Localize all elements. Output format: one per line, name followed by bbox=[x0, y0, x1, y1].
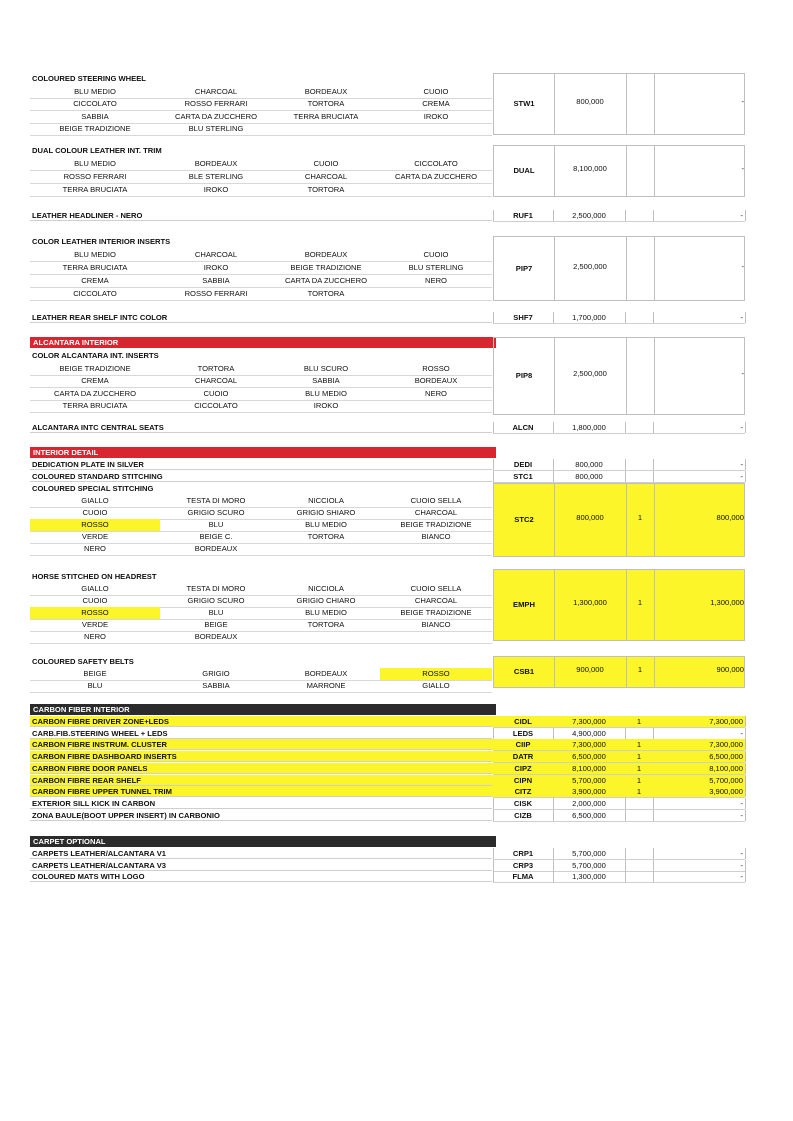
carbon-leds-qty bbox=[625, 728, 653, 739]
column-divider bbox=[626, 146, 627, 196]
ruf1-code: RUF1 bbox=[513, 211, 533, 220]
pip7-price-box bbox=[493, 236, 745, 301]
carbon-cipz-code: CIPZ bbox=[493, 763, 553, 774]
stc2-option: GRIGIO SHIARO bbox=[272, 507, 380, 520]
pip7-option: BEIGE TRADIZIONE bbox=[272, 262, 380, 275]
emph-option: GIALLO bbox=[30, 583, 160, 596]
emph-qty: 1 bbox=[637, 598, 643, 607]
pip7-price: 2,500,000 bbox=[573, 261, 607, 271]
carbon-ciip-name: CARBON FIBRE INSTRUM. CLUSTER bbox=[30, 739, 492, 750]
emph-total: 1,300,000 bbox=[710, 598, 744, 607]
carbon-ciip-row bbox=[30, 739, 745, 750]
column-divider bbox=[745, 786, 746, 797]
carpet-crp3-code: CRP3 bbox=[512, 860, 534, 870]
emph-option: VERDE bbox=[30, 619, 160, 632]
alcn-code: ALCN bbox=[512, 423, 534, 432]
pip8-option: TERRA BRUCIATA bbox=[30, 400, 160, 413]
csb-code: CSB1 bbox=[513, 667, 535, 676]
stw-option: CREMA bbox=[380, 98, 492, 111]
emph-option: TORTORA bbox=[272, 619, 380, 632]
csb-option: BEIGE bbox=[30, 668, 160, 681]
stc2-option: ROSSO bbox=[30, 519, 160, 532]
stw-title: COLOURED STEERING WHEEL bbox=[32, 74, 146, 83]
carbon-cizb-price: 6,500,000 bbox=[572, 810, 606, 820]
carpet-crp1-qty bbox=[625, 848, 653, 859]
carbon-cidl-name: CARBON FIBRE DRIVER ZONE+LEDS bbox=[30, 716, 492, 727]
csb-option: BORDEAUX bbox=[272, 668, 380, 681]
alcn-cells bbox=[493, 422, 745, 434]
column-divider bbox=[745, 775, 746, 786]
stc2-option: BLU bbox=[160, 519, 272, 532]
emph-option: TESTA DI MORO bbox=[160, 583, 272, 596]
column-divider bbox=[626, 338, 627, 414]
carbon-datr-row bbox=[30, 751, 745, 762]
dual-option: TERRA BRUCIATA bbox=[30, 184, 160, 197]
carpet-crp3-name: CARPETS LEATHER/ALCANTARA V3 bbox=[30, 860, 492, 871]
carbon-datr-code: DATR bbox=[493, 751, 553, 762]
stc2-option: NICCIOLA bbox=[272, 495, 380, 508]
carpet-flma-name: COLOURED MATS WITH LOGO bbox=[30, 871, 492, 882]
stw-code: STW1 bbox=[513, 99, 535, 108]
pip7-option: CUOIO bbox=[380, 249, 492, 262]
carbon-cizb-code: CIZB bbox=[514, 810, 532, 820]
carpet-flma-row bbox=[30, 871, 745, 882]
pip7-total: - bbox=[741, 261, 744, 271]
carpet-crp1-cells bbox=[493, 848, 745, 860]
carbon-citz-name: CARBON FIBRE UPPER TUNNEL TRIM bbox=[30, 786, 492, 797]
dedi-name: DEDICATION PLATE IN SILVER bbox=[30, 459, 492, 470]
carpet-flma-total: - bbox=[740, 872, 743, 882]
carbon-leds-code: LEDS bbox=[512, 728, 534, 738]
csb-price: 900,000 bbox=[576, 665, 604, 674]
csb-option: SABBIA bbox=[160, 680, 272, 693]
carbon-cisk-total: - bbox=[740, 798, 743, 808]
pip7-option: TORTORA bbox=[272, 288, 380, 301]
dual-price: 8,100,000 bbox=[573, 164, 607, 173]
pip7-option: CREMA bbox=[30, 275, 160, 288]
carpet-crp3-cells bbox=[493, 860, 745, 872]
emph-option: BLU bbox=[160, 607, 272, 620]
dedi-qty bbox=[625, 459, 653, 470]
column-divider bbox=[745, 798, 746, 809]
dual-option: BLE STERLING bbox=[160, 171, 272, 184]
carpet-crp3-qty bbox=[625, 860, 653, 871]
stc2-option: CUOIO bbox=[30, 507, 160, 520]
ruf1-row bbox=[30, 210, 745, 221]
carbon-ciip-code: CIIP bbox=[493, 739, 553, 750]
stw-total: - bbox=[741, 97, 744, 106]
csb-option: MARRONE bbox=[272, 680, 380, 693]
pip8-code: PIP8 bbox=[515, 371, 533, 380]
stc2-option: TESTA DI MORO bbox=[160, 495, 272, 508]
carbon-cipn-code: CIPN bbox=[493, 775, 553, 786]
alcn-price: 1,800,000 bbox=[572, 423, 606, 432]
carbon-leds-price: 4,900,000 bbox=[572, 728, 606, 738]
stc2-option: NERO bbox=[30, 543, 160, 556]
dual-total: - bbox=[741, 164, 744, 173]
carbon-cipn-price: 5,700,000 bbox=[553, 775, 625, 786]
dual-option: CHARCOAL bbox=[272, 171, 380, 184]
stw-option: IROKO bbox=[380, 111, 492, 124]
dual-option: CICCOLATO bbox=[380, 158, 492, 171]
carpet-flma-price: 1,300,000 bbox=[572, 872, 606, 882]
emph-option bbox=[272, 631, 380, 644]
pip7-option: CARTA DA ZUCCHERO bbox=[272, 275, 380, 288]
pip8-option: BEIGE TRADIZIONE bbox=[30, 363, 160, 376]
pip8-option: BLU MEDIO bbox=[272, 388, 380, 401]
stc2-option: GRIGIO SCURO bbox=[160, 507, 272, 520]
stw-option: CARTA DA ZUCCHERO bbox=[160, 111, 272, 124]
pip7-code: PIP7 bbox=[515, 263, 533, 273]
column-divider bbox=[745, 471, 746, 482]
alcn-qty bbox=[625, 422, 653, 433]
column-divider bbox=[745, 422, 746, 433]
carbon-datr-total: 6,500,000 bbox=[653, 751, 745, 762]
carbon-cipn-name: CARBON FIBRE REAR SHELF bbox=[30, 775, 492, 786]
dual-title: DUAL COLOUR LEATHER INT. TRIM bbox=[32, 146, 162, 155]
stc2-option: BEIGE TRADIZIONE bbox=[380, 519, 492, 532]
pip8-price-box bbox=[493, 337, 745, 415]
dedi-price: 800,000 bbox=[575, 460, 603, 469]
emph-price: 1,300,000 bbox=[573, 598, 607, 607]
carbon-ciip-price: 7,300,000 bbox=[553, 739, 625, 750]
carbon-cidl-total: 7,300,000 bbox=[653, 716, 745, 727]
carbon-ciip-cells bbox=[493, 739, 745, 751]
pip8-option: BLU SCURO bbox=[272, 363, 380, 376]
dual-option: TORTORA bbox=[272, 184, 380, 197]
shf7-cells bbox=[493, 312, 745, 324]
stc1-price: 800,000 bbox=[575, 472, 603, 481]
shf7-price: 1,700,000 bbox=[572, 313, 606, 322]
column-divider bbox=[745, 763, 746, 774]
emph-option: GRIGIO SCURO bbox=[160, 595, 272, 608]
stc2-option: GIALLO bbox=[30, 495, 160, 508]
pip7-option: CICCOLATO bbox=[30, 288, 160, 301]
ruf1-cells bbox=[493, 210, 745, 222]
pip7-option bbox=[380, 288, 492, 301]
stw-option: CUOIO bbox=[380, 86, 492, 99]
stc1-row bbox=[30, 471, 745, 482]
shf7-row bbox=[30, 312, 745, 323]
stc2-option: BEIGE C. bbox=[160, 531, 272, 544]
pip8-total: - bbox=[741, 369, 744, 378]
carbon-cidl-row bbox=[30, 716, 745, 727]
stw-option: BLU MEDIO bbox=[30, 86, 160, 99]
emph-option: NICCIOLA bbox=[272, 583, 380, 596]
stc2-option: BORDEAUX bbox=[160, 543, 272, 556]
carbon-cisk-qty bbox=[625, 798, 653, 809]
carbon-cipz-name: CARBON FIBRE DOOR PANELS bbox=[30, 763, 492, 774]
carbon-cizb-total: - bbox=[740, 810, 743, 820]
carpet-crp3-row bbox=[30, 860, 745, 871]
emph-option: BIANCO bbox=[380, 619, 492, 632]
dual-option: BORDEAUX bbox=[160, 158, 272, 171]
carbon-cipz-row bbox=[30, 763, 745, 774]
pip7-option: IROKO bbox=[160, 262, 272, 275]
csb-option: GRIGIO bbox=[160, 668, 272, 681]
pip8-option: CARTA DA ZUCCHERO bbox=[30, 388, 160, 401]
pip8-price: 2,500,000 bbox=[573, 369, 607, 378]
stc1-name: COLOURED STANDARD STITCHING bbox=[30, 471, 492, 482]
carbon-datr-cells bbox=[493, 751, 745, 763]
dual-code: DUAL bbox=[513, 166, 535, 175]
stw-option: CHARCOAL bbox=[160, 86, 272, 99]
carbon-citz-total: 3,900,000 bbox=[653, 786, 745, 797]
stw-option: BORDEAUX bbox=[272, 86, 380, 99]
stc1-code: STC1 bbox=[513, 472, 533, 481]
pip8-title: COLOR ALCANTARA INT. INSERTS bbox=[32, 351, 159, 360]
stc1-cells bbox=[493, 471, 745, 483]
carbon-leds-cells bbox=[493, 728, 745, 740]
pip8-option bbox=[380, 400, 492, 413]
stw-option: CICCOLATO bbox=[30, 98, 160, 111]
dual-price-box bbox=[493, 145, 745, 197]
carbon-cisk-cells bbox=[493, 798, 745, 810]
carpet-crp1-price: 5,700,000 bbox=[572, 849, 606, 858]
stc2-qty: 1 bbox=[637, 513, 643, 522]
carbon-ciip-qty: 1 bbox=[625, 739, 653, 750]
carpet-flma-cells bbox=[493, 871, 745, 883]
column-divider bbox=[745, 210, 746, 221]
emph-option: CUOIO bbox=[30, 595, 160, 608]
carbon-datr-name: CARBON FIBRE DASHBOARD INSERTS bbox=[30, 751, 492, 762]
csb-title: COLOURED SAFETY BELTS bbox=[32, 657, 134, 666]
emph-option: CUOIO SELLA bbox=[380, 583, 492, 596]
pip8-option: NERO bbox=[380, 388, 492, 401]
emph-option: BEIGE TRADIZIONE bbox=[380, 607, 492, 620]
carbon-cidl-cells bbox=[493, 716, 745, 728]
carbon-cizb-name: ZONA BAULE(BOOT UPPER INSERT) IN CARBONIO bbox=[30, 810, 492, 821]
emph-option: GRIGIO CHIARO bbox=[272, 595, 380, 608]
stc2-code: STC2 bbox=[514, 515, 534, 524]
dual-option: CARTA DA ZUCCHERO bbox=[380, 171, 492, 184]
carbon-citz-code: CITZ bbox=[493, 786, 553, 797]
alcantara-interior-header: ALCANTARA INTERIOR bbox=[30, 337, 496, 348]
carbon-leds-total: - bbox=[740, 728, 743, 738]
stc2-title: COLOURED SPECIAL STITCHING bbox=[32, 484, 154, 493]
pip8-option: BORDEAUX bbox=[380, 375, 492, 388]
carbon-cisk-row bbox=[30, 798, 745, 809]
stc1-qty bbox=[625, 471, 653, 482]
carpet-crp1-row bbox=[30, 848, 745, 859]
emph-price-box bbox=[493, 569, 745, 641]
pip7-option: BLU STERLING bbox=[380, 262, 492, 275]
carpet-crp1-total: - bbox=[740, 849, 743, 858]
carpet-crp1-name: CARPETS LEATHER/ALCANTARA V1 bbox=[30, 848, 492, 859]
carbon-citz-cells bbox=[493, 786, 745, 798]
carbon-cidl-qty: 1 bbox=[625, 716, 653, 727]
carbon-cipn-row bbox=[30, 775, 745, 786]
carbon-cisk-price: 2,000,000 bbox=[572, 798, 606, 808]
column-divider bbox=[745, 728, 746, 739]
pip8-option: TORTORA bbox=[160, 363, 272, 376]
carbon-cipz-qty: 1 bbox=[625, 763, 653, 774]
emph-title: HORSE STITCHED ON HEADREST bbox=[32, 572, 157, 581]
pip8-option: IROKO bbox=[272, 400, 380, 413]
emph-option bbox=[380, 631, 492, 644]
emph-option: BEIGE bbox=[160, 619, 272, 632]
emph-option: BLU MEDIO bbox=[272, 607, 380, 620]
stc2-option: CHARCOAL bbox=[380, 507, 492, 520]
emph-option: ROSSO bbox=[30, 607, 160, 620]
column-divider bbox=[745, 810, 746, 821]
carbon-cipn-cells bbox=[493, 775, 745, 787]
dedi-cells bbox=[493, 459, 745, 471]
csb-qty: 1 bbox=[637, 665, 643, 674]
csb-option: BLU bbox=[30, 680, 160, 693]
dual-option: IROKO bbox=[160, 184, 272, 197]
emph-option: NERO bbox=[30, 631, 160, 644]
carbon-cipn-qty: 1 bbox=[625, 775, 653, 786]
dedi-code: DEDI bbox=[513, 460, 533, 469]
stc2-option: TORTORA bbox=[272, 531, 380, 544]
alcn-name: ALCANTARA INTC CENTRAL SEATS bbox=[30, 422, 492, 433]
ruf1-name: LEATHER HEADLINER - NERO bbox=[30, 210, 492, 221]
column-divider bbox=[745, 871, 746, 882]
carbon-cisk-name: EXTERIOR SILL KICK IN CARBON bbox=[30, 798, 492, 809]
stw-price: 800,000 bbox=[576, 97, 604, 106]
csb-option: ROSSO bbox=[380, 668, 492, 681]
column-divider bbox=[626, 237, 627, 300]
emph-option: CHARCOAL bbox=[380, 595, 492, 608]
dual-option bbox=[380, 184, 492, 197]
dual-option: ROSSO FERRARI bbox=[30, 171, 160, 184]
alcn-total: - bbox=[740, 423, 743, 432]
stc2-option: BIANCO bbox=[380, 531, 492, 544]
pip7-option: TERRA BRUCIATA bbox=[30, 262, 160, 275]
csb-price-box bbox=[493, 656, 745, 688]
pip7-option: SABBIA bbox=[160, 275, 272, 288]
column-divider bbox=[745, 312, 746, 323]
dedi-row bbox=[30, 459, 745, 470]
stw-option: TORTORA bbox=[272, 98, 380, 111]
ruf1-qty bbox=[625, 210, 653, 221]
carbon-cidl-price: 7,300,000 bbox=[553, 716, 625, 727]
carbon-citz-row bbox=[30, 786, 745, 797]
stc2-option: VERDE bbox=[30, 531, 160, 544]
column-divider bbox=[745, 739, 746, 750]
alcn-row bbox=[30, 422, 745, 433]
carbon-cipz-cells bbox=[493, 763, 745, 775]
column-divider bbox=[745, 860, 746, 871]
pip8-option: CREMA bbox=[30, 375, 160, 388]
pip8-option: CICCOLATO bbox=[160, 400, 272, 413]
stc2-total: 800,000 bbox=[716, 513, 744, 522]
shf7-total: - bbox=[740, 313, 743, 322]
stw-option: TERRA BRUCIATA bbox=[272, 111, 380, 124]
dedi-total: - bbox=[740, 460, 743, 469]
dual-option: CUOIO bbox=[272, 158, 380, 171]
stc2-option bbox=[380, 543, 492, 556]
shf7-code: SHF7 bbox=[513, 313, 533, 322]
column-divider bbox=[626, 74, 627, 134]
pip8-option: ROSSO bbox=[380, 363, 492, 376]
pip7-option: CHARCOAL bbox=[160, 249, 272, 262]
emph-option: BORDEAUX bbox=[160, 631, 272, 644]
csb-option: GIALLO bbox=[380, 680, 492, 693]
carbon-fiber-header: CARBON FIBER INTERIOR bbox=[30, 704, 496, 715]
carbon-citz-qty: 1 bbox=[625, 786, 653, 797]
stc1-total: - bbox=[740, 472, 743, 481]
pip7-option: BLU MEDIO bbox=[30, 249, 160, 262]
carbon-citz-price: 3,900,000 bbox=[553, 786, 625, 797]
carpet-crp3-price: 5,700,000 bbox=[572, 860, 606, 870]
column-divider bbox=[745, 716, 746, 727]
stw-option bbox=[380, 123, 492, 136]
carpet-optional-header: CARPET OPTIONAL bbox=[30, 836, 496, 847]
carbon-cizb-qty bbox=[625, 810, 653, 821]
stw-option bbox=[272, 123, 380, 136]
carbon-leds-name: CARB.FIB.STEERING WHEEL + LEDS bbox=[30, 728, 492, 739]
carbon-cipn-total: 5,700,000 bbox=[653, 775, 745, 786]
carbon-cizb-cells bbox=[493, 810, 745, 822]
stw-option: SABBIA bbox=[30, 111, 160, 124]
carbon-cipz-total: 8,100,000 bbox=[653, 763, 745, 774]
carbon-leds-row bbox=[30, 728, 745, 739]
carbon-cisk-code: CISK bbox=[513, 798, 533, 808]
pip7-title: COLOR LEATHER INTERIOR INSERTS bbox=[32, 237, 171, 246]
carbon-cizb-row bbox=[30, 810, 745, 821]
dual-option: BLU MEDIO bbox=[30, 158, 160, 171]
pip7-option: BORDEAUX bbox=[272, 249, 380, 262]
shf7-qty bbox=[625, 312, 653, 323]
csb-total: 900,000 bbox=[716, 665, 744, 674]
carbon-cidl-code: CIDL bbox=[493, 716, 553, 727]
stw-option: BLU STERLING bbox=[160, 123, 272, 136]
carpet-flma-qty bbox=[625, 871, 653, 882]
stc2-option: CUOIO SELLA bbox=[380, 495, 492, 508]
pip7-option: NERO bbox=[380, 275, 492, 288]
column-divider bbox=[745, 459, 746, 470]
stc2-option bbox=[272, 543, 380, 556]
ruf1-price: 2,500,000 bbox=[572, 211, 606, 220]
interior-detail-header: INTERIOR DETAIL bbox=[30, 447, 496, 458]
carbon-datr-qty: 1 bbox=[625, 751, 653, 762]
pip8-option: SABBIA bbox=[272, 375, 380, 388]
stw-option: BEIGE TRADIZIONE bbox=[30, 123, 160, 136]
column-divider bbox=[745, 848, 746, 859]
stc2-price-box bbox=[493, 483, 745, 557]
stc2-option: BLU MEDIO bbox=[272, 519, 380, 532]
carpet-crp1-code: CRP1 bbox=[512, 849, 534, 858]
shf7-name: LEATHER REAR SHELF INTC COLOR bbox=[30, 312, 492, 323]
stc2-price: 800,000 bbox=[576, 513, 604, 522]
carpet-crp3-total: - bbox=[740, 860, 743, 870]
stw-price-box bbox=[493, 73, 745, 135]
carbon-datr-price: 6,500,000 bbox=[553, 751, 625, 762]
carbon-ciip-total: 7,300,000 bbox=[653, 739, 745, 750]
column-divider bbox=[745, 751, 746, 762]
stw-option: ROSSO FERRARI bbox=[160, 98, 272, 111]
pip8-option: CUOIO bbox=[160, 388, 272, 401]
carpet-flma-code: FLMA bbox=[512, 872, 534, 882]
carbon-cipz-price: 8,100,000 bbox=[553, 763, 625, 774]
pip8-option: CHARCOAL bbox=[160, 375, 272, 388]
ruf1-total: - bbox=[740, 211, 743, 220]
emph-code: EMPH bbox=[513, 600, 535, 609]
pip7-option: ROSSO FERRARI bbox=[160, 288, 272, 301]
